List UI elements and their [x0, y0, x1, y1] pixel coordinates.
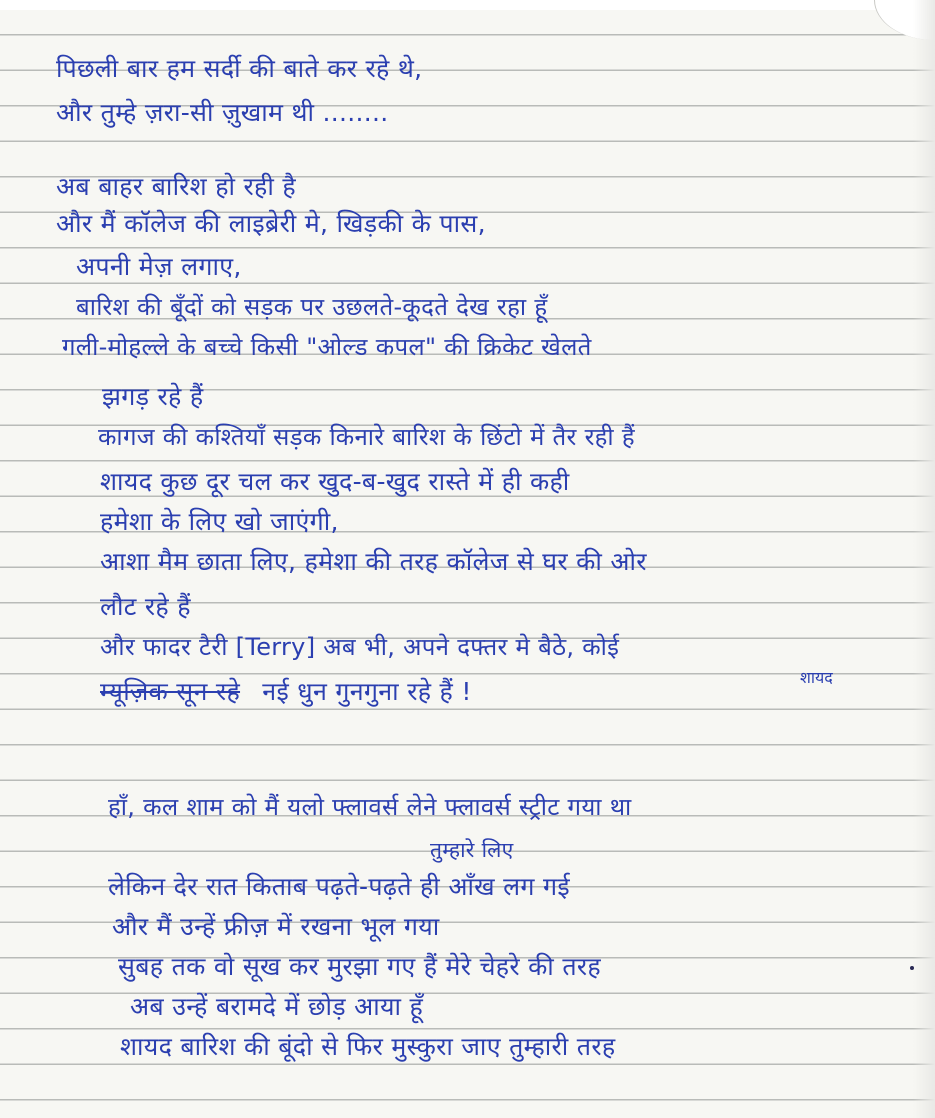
poem-line: और तुम्हे ज़रा-सी ज़ुखाम थी ........	[56, 98, 389, 127]
poem-line: शायद बारिश की बूंदो से फिर मुस्कुरा जाए तुम्हारी तरह	[120, 1032, 616, 1061]
poem-line	[100, 675, 472, 709]
page-right-margin	[913, 0, 935, 1118]
poem-line: गली-मोहल्ले के बच्चे किसी "ओल्ड कपल" की क्रिकेट खेलते	[62, 333, 592, 361]
page-top-edge	[0, 0, 935, 10]
poem-line: अब उन्हें बरामदे में छोड़ आया हूँ	[130, 992, 424, 1021]
poem-line: लौट रहे हैं	[100, 592, 191, 621]
poem-line: और मैं उन्हें फ्रीज़ में रखना भूल गया	[112, 912, 440, 941]
poem-line: हाँ, कल शाम को मैं यलो फ्लावर्स लेने फ्लावर्स स्ट्रीट गया था	[108, 793, 632, 821]
poem-line: कागज की कश्तियाँ सड़क किनारे बारिश के छिंटो में तैर रही हैं	[98, 423, 635, 451]
insertion-note: शायद	[800, 668, 833, 687]
poem-line: और मैं कॉलेज की लाइब्रेरी मे, खिड़की के पास,	[56, 209, 486, 238]
poem-line: तुम्हारे लिए	[430, 838, 514, 862]
poem-line: अब बाहर बारिश हो रही है	[56, 172, 296, 201]
poem-line: अपनी मेज़ लगाए,	[76, 252, 242, 281]
poem-line: शायद कुछ दूर चल कर खुद-ब-खुद रास्ते में ही कही	[100, 467, 570, 496]
poem-line: बारिश की बूँदों को सड़क पर उछलते-कूदते देख रहा हूँ	[76, 293, 548, 321]
poem-line: और फादर टैरी [Terry] अब भी, अपने दफ्तर मे बैठे, कोई	[100, 633, 620, 661]
poem-line: लेकिन देर रात किताब पढ़ते-पढ़ते ही आँख लग गई	[108, 872, 570, 901]
poem-line: झगड़ रहे हैं	[102, 382, 204, 411]
ink-dot	[910, 966, 914, 970]
poem-line: पिछली बार हम सर्दी की बाते कर रहे थे,	[56, 54, 423, 83]
poem-line: हमेशा के लिए खो जाएंगी,	[100, 507, 339, 536]
struck-words: म्यूज़िक सून रहे	[100, 677, 241, 706]
poem-line: आशा मैम छाता लिए, हमेशा की तरह कॉलेज से घर की ओर	[100, 547, 647, 576]
poem-line: सुबह तक वो सूख कर मुरझा गए हैं मेरे चेहरे की तरह	[118, 952, 601, 981]
poem-line-end: नई धुन गुनगुना रहे हैं !	[262, 677, 472, 706]
